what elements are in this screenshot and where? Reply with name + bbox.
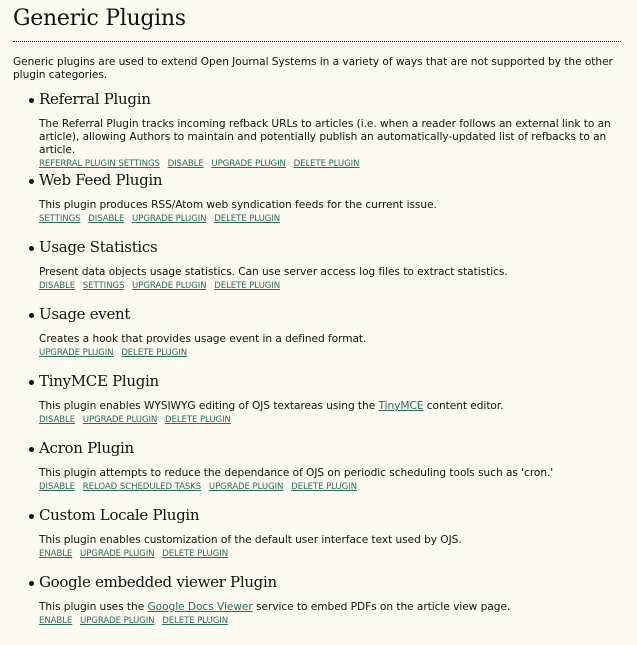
plugin-list: [13, 87, 621, 637]
delete-plugin-link[interactable]: DELETE PLUGIN: [214, 214, 281, 224]
bullet-icon: [29, 514, 34, 519]
plugin-item-custom-locale: [13, 503, 621, 570]
plugin-item-google-embedded-viewer: [13, 570, 621, 637]
upgrade-plugin-link[interactable]: UPGRADE PLUGIN: [132, 214, 207, 224]
bullet-icon: [29, 581, 34, 586]
title-separator: [13, 41, 621, 42]
plugin-actions: [39, 481, 621, 493]
description-text: content editor.: [423, 400, 504, 412]
plugin-description: The Referral Plugin tracks incoming refback URLs to articles (i.e. when a reader follows an external link to an article), allowing Authors to maintain and potentially publish an automatically-updated list of refbacks to an article.: [39, 118, 611, 156]
plugin-name: Referral Plugin: [39, 90, 151, 108]
plugin-actions: [39, 213, 621, 225]
disable-link[interactable]: DISABLE: [39, 415, 76, 425]
upgrade-plugin-link[interactable]: UPGRADE PLUGIN: [82, 415, 158, 425]
page-title: Generic Plugins: [13, 6, 186, 31]
plugin-description: [39, 601, 621, 614]
delete-plugin-link[interactable]: DELETE PLUGIN: [293, 159, 360, 169]
plugin-item-acron: [13, 436, 621, 503]
plugin-actions: [39, 347, 621, 359]
tinymce-link[interactable]: TinyMCE: [378, 400, 424, 412]
upgrade-plugin-link[interactable]: UPGRADE PLUGIN: [208, 482, 284, 492]
plugin-name: Custom Locale Plugin: [39, 506, 200, 524]
plugin-item-web-feed: [13, 168, 621, 235]
plugin-description: This plugin enables customization of the default user interface text used by OJS.: [39, 534, 462, 546]
plugin-name: Usage Statistics: [39, 238, 158, 256]
bullet-icon: [29, 313, 34, 318]
plugin-item-referral: [13, 87, 621, 168]
plugin-actions: [39, 548, 621, 560]
plugin-description: This plugin attempts to reduce the dependance of OJS on periodic scheduling tools such as 'cron.': [39, 467, 554, 479]
plugin-item-tinymce: [13, 369, 621, 436]
upgrade-plugin-link[interactable]: UPGRADE PLUGIN: [80, 616, 155, 626]
delete-plugin-link[interactable]: DELETE PLUGIN: [121, 348, 188, 358]
plugin-item-usage-statistics: [13, 235, 621, 302]
plugin-description: [39, 400, 621, 413]
delete-plugin-link[interactable]: DELETE PLUGIN: [162, 616, 229, 626]
disable-link[interactable]: DISABLE: [39, 281, 76, 291]
plugin-actions: [39, 414, 621, 426]
bullet-icon: [29, 447, 34, 452]
page-intro: Generic plugins are used to extend Open Journal Systems in a variety of ways that are not supported by the other plugin categories.: [13, 56, 613, 81]
delete-plugin-link[interactable]: DELETE PLUGIN: [162, 549, 229, 559]
enable-link[interactable]: ENABLE: [39, 616, 73, 626]
plugin-name: Google embedded viewer Plugin: [39, 573, 277, 591]
upgrade-plugin-link[interactable]: UPGRADE PLUGIN: [80, 549, 155, 559]
description-text: This plugin enables WYSIWYG editing of OJS textareas using the: [39, 400, 379, 412]
plugin-name: Web Feed Plugin: [39, 171, 163, 189]
bullet-icon: [29, 179, 34, 184]
plugin-description: This plugin produces RSS/Atom web syndication feeds for the current issue.: [39, 199, 437, 211]
delete-plugin-link[interactable]: DELETE PLUGIN: [214, 281, 281, 291]
settings-link[interactable]: SETTINGS: [39, 214, 81, 224]
plugin-item-usage-event: [13, 302, 621, 369]
disable-link[interactable]: DISABLE: [88, 214, 125, 224]
bullet-icon: [29, 380, 34, 385]
reload-scheduled-tasks-link[interactable]: RELOAD SCHEDULED TASKS: [82, 482, 202, 492]
plugin-name: Acron Plugin: [39, 439, 134, 457]
plugin-name: TinyMCE Plugin: [39, 372, 159, 390]
upgrade-plugin-link[interactable]: UPGRADE PLUGIN: [211, 159, 286, 169]
plugin-description: Present data objects usage statistics. Can use server access log files to extract statistics.: [39, 266, 508, 278]
disable-link[interactable]: DISABLE: [39, 482, 76, 492]
bullet-icon: [29, 246, 34, 251]
plugin-name: Usage event: [39, 305, 131, 323]
plugin-description: Creates a hook that provides usage event in a defined format.: [39, 333, 367, 345]
bullet-icon: [29, 98, 34, 103]
generic-plugins-page: [13, 0, 621, 637]
delete-plugin-link[interactable]: DELETE PLUGIN: [165, 415, 231, 425]
description-text: service to embed PDFs on the article view page.: [252, 601, 511, 613]
settings-link[interactable]: SETTINGS: [82, 281, 125, 291]
description-text: This plugin uses the: [39, 601, 148, 613]
upgrade-plugin-link[interactable]: UPGRADE PLUGIN: [132, 281, 207, 291]
disable-link[interactable]: DISABLE: [167, 159, 204, 169]
google-docs-viewer-link[interactable]: Google Docs Viewer: [147, 601, 253, 613]
referral-plugin-settings-link[interactable]: REFERRAL PLUGIN SETTINGS: [39, 159, 160, 169]
enable-link[interactable]: ENABLE: [39, 549, 73, 559]
plugin-actions: [39, 615, 621, 627]
upgrade-plugin-link[interactable]: UPGRADE PLUGIN: [39, 348, 114, 358]
plugin-actions: [39, 280, 621, 292]
delete-plugin-link[interactable]: DELETE PLUGIN: [291, 482, 357, 492]
